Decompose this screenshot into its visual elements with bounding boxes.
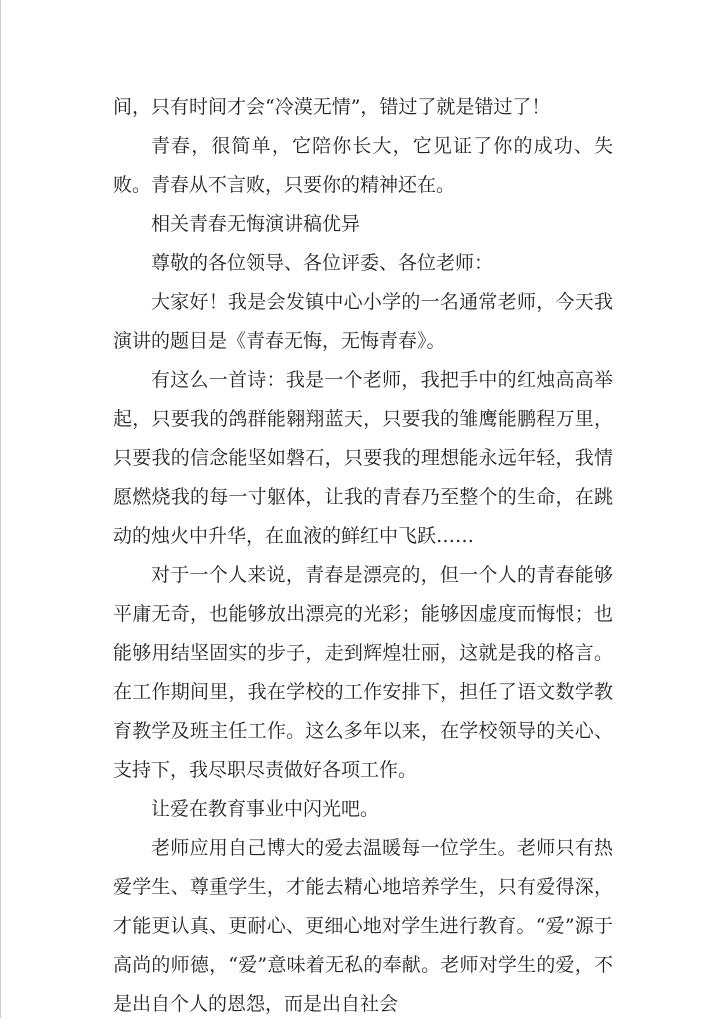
document-body [113, 88, 613, 1024]
paragraph-6: 有这么一首诗：我是一个老师，我把手中的红烛高高举起，只要我的鸽群能翱翔蓝天，只要我的雏鹰能鹏程万里，只要我的信念能坚如磐石，只要我的理想能永远年轻，我情愿燃烧我的每一寸躯体，让我的青春乃至整个的生命，在跳动的烛火中升华，在血液的鲜红中飞跃…… [113, 369, 613, 547]
paragraph-9: 老师应用自己博大的爱去温暖每一位学生。老师只有热爱学生、尊重学生，才能去精心地培养学生，只有爱得深，才能更认真、更耐心、更细心地对学生进行教育。“爱”源于高尚的师德，“爱”意味着无私的奉献。老师对学生的爱，不是出自个人的恩怨，而是出自社会 [113, 837, 613, 1015]
paragraph-1: 间，只有时间才会“冷漠无情”，错过了就是错过了！ [113, 96, 551, 118]
paragraph-3: 相关青春无悔演讲稿优异 [151, 213, 361, 235]
paragraph-4: 尊敬的各位领导、各位评委、各位老师： [151, 252, 494, 274]
paragraph-2: 青春，很简单，它陪你长大，它见证了你的成功、失败。青春从不言败，只要你的精神还在。 [113, 135, 613, 196]
paragraph-8: 让爱在教育事业中闪光吧。 [151, 798, 380, 820]
paragraph-5: 大家好！我是会发镇中心小学的一名通常老师，今天我演讲的题目是《青春无悔，无悔青春》。 [113, 291, 613, 352]
paragraph-7: 对于一个人来说，青春是漂亮的，但一个人的青春能够平庸无奇，也能够放出漂亮的光彩；能够因虚度而悔恨；也能够用结坚固实的步子，走到辉煌壮丽，这就是我的格言。在工作期间里，我在学校的工作安排下，担任了语文数学教育教学及班主任工作。这么多年以来，在学校领导的关心、支持下，我尽职尽责做好各项工作。 [113, 564, 613, 781]
